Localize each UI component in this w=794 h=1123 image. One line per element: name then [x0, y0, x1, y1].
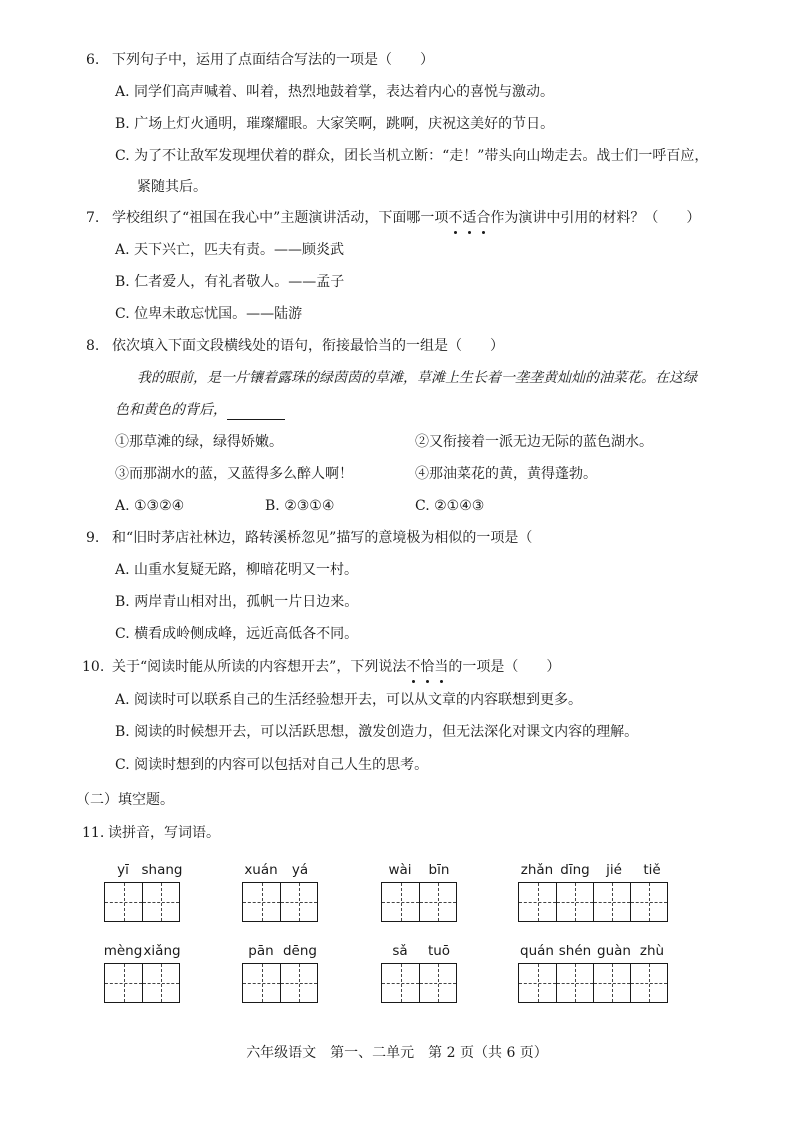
pinyin-syllable: quán	[520, 943, 554, 959]
q7-stem	[112, 208, 700, 228]
q6-option-a: A. 同学们高声喊着、叫着，热烈地鼓着掌，表达着内心的喜悦与激动。	[115, 84, 555, 100]
q9-number: 9.	[86, 530, 100, 546]
pinyin-syllable: mèng	[103, 943, 143, 959]
page-footer: 六年级语文 第一、二单元 第 2 页（共 6 页）	[246, 1045, 548, 1061]
pinyin-syllable: zhù	[639, 943, 665, 959]
q8-sentence-4: ④那油菜花的黄，黄得蓬勃。	[415, 466, 597, 482]
pinyin-syllable: tuō	[427, 943, 451, 959]
pinyin-syllable: tiě	[643, 862, 661, 878]
pinyin-syllable: dēng	[282, 943, 318, 959]
writing-grid[interactable]	[518, 882, 668, 922]
q8-option-c: C. ②①④③	[415, 498, 485, 514]
section-heading: （二）填空题。	[76, 792, 174, 808]
writing-grid[interactable]	[242, 882, 318, 922]
q6-stem: 下列句子中，运用了点面结合写法的一项是（ ）	[112, 52, 434, 68]
q6-option-c-continued: 紧随其后。	[137, 179, 207, 195]
q8-answer-blank	[227, 405, 285, 420]
q10-stem	[112, 657, 560, 677]
q8-option-b: B. ②③①④	[265, 498, 335, 514]
writing-grid[interactable]	[381, 882, 457, 922]
q10-option-b: B. 阅读的时候想开去，可以活跃思想，激发创造力，但无法深化对课文内容的理解。	[115, 724, 639, 740]
q8-sentence-3: ③而那湖水的蓝，又蓝得多么醉人啊！	[115, 466, 353, 482]
q7-option-c: C. 位卑未敢忘忧国。——陆游	[115, 306, 303, 322]
pinyin-syllable: yá	[291, 862, 309, 878]
pinyin-syllable: sǎ	[392, 943, 408, 959]
q7-emphasis-char: 适	[462, 210, 477, 226]
pinyin-syllable: yī	[117, 862, 129, 878]
pinyin-syllable: bīn	[428, 862, 450, 878]
q8-number: 8.	[86, 338, 100, 354]
pinyin-syllable: wài	[388, 862, 412, 878]
writing-grid[interactable]	[242, 963, 318, 1003]
q8-passage-text: 色和黄色的背后，	[115, 402, 227, 418]
pinyin-syllable: shang	[141, 862, 183, 878]
q11-stem: 读拼音，写词语。	[108, 825, 220, 841]
q10-number: 10.	[82, 659, 105, 675]
q8-passage-line-2	[115, 400, 285, 420]
q7-stem-text-end: 作为演讲中引用的材料？（ ）	[490, 210, 701, 226]
pinyin-syllable: pān	[248, 943, 274, 959]
q10-stem-text-end: 的一项是（ ）	[448, 659, 561, 675]
q6-option-b: B. 广场上灯火通明，璀璨耀眼。大家笑啊，跳啊，庆祝这美好的节日。	[115, 116, 555, 132]
pinyin-syllable: xiǎng	[143, 943, 181, 959]
writing-grid[interactable]	[381, 963, 457, 1003]
q8-passage-line-1: 我的眼前，是一片镶着露珠的绿茵茵的草滩，草滩上生长着一垄垄黄灿灿的油菜花。在这绿	[137, 370, 697, 386]
q7-emphasis-char: 不	[448, 210, 463, 226]
writing-grid[interactable]	[518, 963, 668, 1003]
q8-sentence-2: ②又衔接着一派无边无际的蓝色湖水。	[415, 434, 653, 450]
pinyin-syllable: xuán	[244, 862, 278, 878]
q9-option-c: C. 横看成岭侧成峰，远近高低各不同。	[115, 626, 359, 642]
q10-option-a: A. 阅读时可以联系自己的生活经验想开去，可以从文章的内容联想到更多。	[115, 692, 583, 708]
q10-emphasis-char: 当	[434, 659, 449, 675]
writing-grid[interactable]	[104, 882, 180, 922]
pinyin-syllable: zhǎn	[520, 862, 554, 878]
q7-stem-text: 学校组织了“祖国在我心中”主题演讲活动，下面哪一项	[112, 210, 449, 226]
q8-sentence-1: ①那草滩的绿，绿得娇嫩。	[115, 434, 283, 450]
q10-emphasis-char: 不	[406, 659, 421, 675]
q8-option-a: A. ①③②④	[115, 498, 185, 514]
pinyin-syllable: shén	[558, 943, 592, 959]
q10-option-c: C. 阅读时想到的内容可以包括对自己人生的思考。	[115, 757, 429, 773]
q11-number: 11.	[82, 825, 105, 841]
q7-option-a: A. 天下兴亡，匹夫有责。——顾炎武	[115, 242, 345, 258]
q7-emphasis-char: 合	[476, 210, 491, 226]
pinyin-syllable: jié	[606, 862, 622, 878]
q9-option-a: A. 山重水复疑无路，柳暗花明又一村。	[115, 562, 359, 578]
q6-number: 6.	[86, 52, 100, 68]
q7-option-b: B. 仁者爱人，有礼者敬人。——孟子	[115, 274, 345, 290]
q7-number: 7.	[86, 210, 100, 226]
q10-stem-text: 关于“阅读时能从所读的内容想开去”，下列说法	[112, 659, 407, 675]
q8-stem: 依次填入下面文段横线处的语句，衔接最恰当的一组是（ ）	[112, 338, 504, 354]
q6-option-c: C. 为了不让敌军发现埋伏着的群众，团长当机立断：“走！”带头向山坳走去。战士们一呼百应，	[115, 148, 709, 164]
q10-emphasis-char: 恰	[420, 659, 435, 675]
q9-option-b: B. 两岸青山相对出，孤帆一片日边来。	[115, 594, 359, 610]
pinyin-syllable: guàn	[597, 943, 631, 959]
q9-stem: 和“旧时茅店社林边，路转溪桥忽见”描写的意境极为相似的一项是（	[112, 530, 533, 546]
pinyin-syllable: dīng	[560, 862, 590, 878]
writing-grid[interactable]	[104, 963, 180, 1003]
